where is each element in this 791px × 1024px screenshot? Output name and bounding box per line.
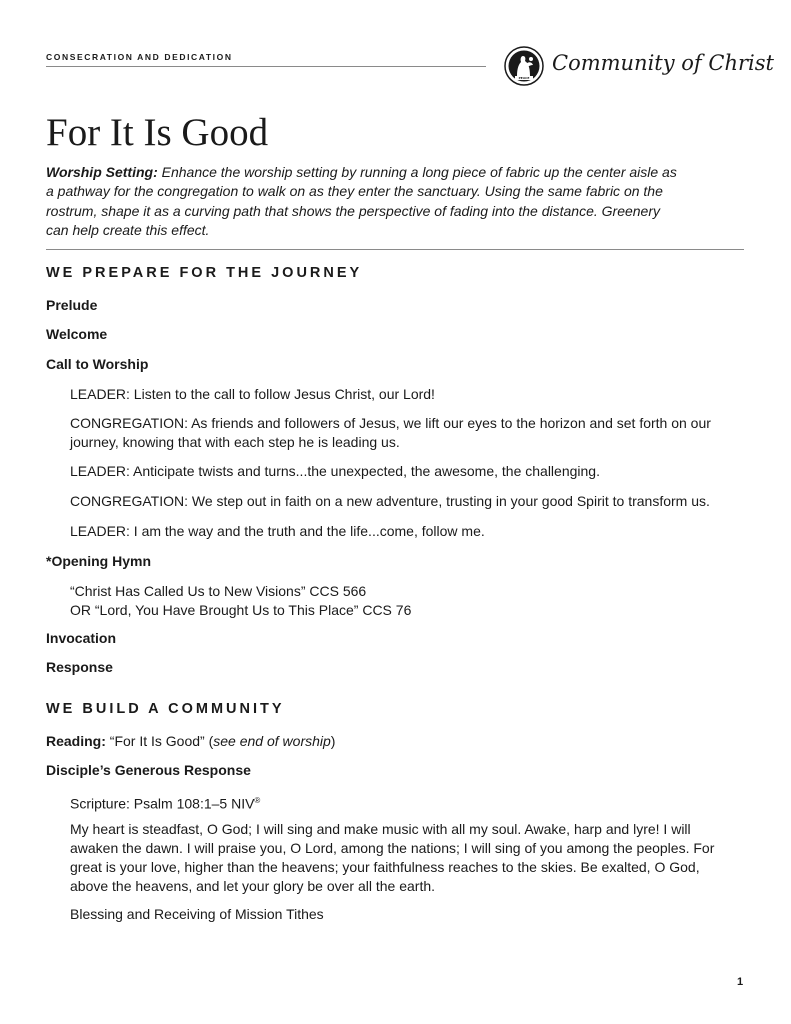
page-title: For It Is Good: [46, 111, 269, 154]
page-header: [46, 44, 774, 88]
section-heading-community: WE BUILD A COMMUNITY: [46, 701, 285, 717]
brand-name: Community of Christ: [552, 51, 774, 75]
worship-setting: [46, 163, 686, 240]
item-blessing: Blessing and Receiving of Mission Tithes: [70, 906, 324, 922]
call-line-2: CONGREGATION: As friends and followers of Jesus, we lift our eyes to the horizon and set forth on our journey, knowing that with each step he is leading us.: [70, 415, 711, 450]
header-rule: [46, 66, 486, 67]
logo: [504, 44, 774, 88]
call-line-1: LEADER: Listen to the call to follow Jesus Christ, our Lord!: [70, 386, 435, 402]
reading-note: see end of worship: [213, 733, 331, 749]
call-line-4: CONGREGATION: We step out in faith on a new adventure, trusting in your good Spirit to transform us.: [70, 493, 710, 509]
hymn-line-1: “Christ Has Called Us to New Visions” CCS 566: [70, 583, 367, 599]
item-response: Response: [46, 659, 113, 675]
reading-title: “For It Is Good”: [109, 733, 205, 749]
item-opening-hymn: *Opening Hymn: [46, 553, 152, 569]
item-generous-response: Disciple’s Generous Response: [46, 762, 251, 778]
reading-label: Reading:: [46, 733, 106, 749]
worship-setting-label: Worship Setting:: [46, 164, 158, 180]
call-line-3: LEADER: Anticipate twists and turns...the unexpected, the awesome, the challenging.: [70, 463, 600, 479]
scripture-ref: [70, 791, 740, 814]
registered-mark: ®: [254, 796, 261, 805]
seal-text: PEACE: [518, 76, 530, 81]
item-prelude: Prelude: [46, 297, 98, 313]
hymn-line-2: OR “Lord, You Have Brought Us to This Place” CCS 76: [70, 602, 412, 618]
item-reading: Reading: “For It Is Good” (see end of worship): [46, 733, 336, 749]
item-invocation: Invocation: [46, 630, 117, 646]
page-number: 1: [737, 976, 744, 988]
worship-setting-text: Enhance the worship setting by running a long piece of fabric up the center aisle as a pathway for the congregation to walk on as they enter the sanctuary. Using the same fabric on the rostrum, shape it as a curving path that shows the perspective of fading into the distance. Greenery can help create this effect.: [46, 164, 677, 238]
scripture-ref-text: Scripture: Psalm 108:1–5 NIV: [70, 795, 255, 812]
divider: [46, 249, 744, 250]
seal-icon: [504, 46, 544, 86]
section-label: CONSECRATION AND DEDICATION: [46, 52, 233, 62]
scripture-text: My heart is steadfast, O God; I will sing and make music with all my soul. Awake, harp and lyre! I will awaken the dawn. I will praise you, O Lord, among the nations; I will sing of you among the peoples. For great is your love, higher than the heavens; your faithfulness reaches to the skies. Be exalted, O God, above the heavens, and let your glory be over all the earth.: [70, 821, 715, 894]
item-welcome: Welcome: [46, 326, 108, 342]
section-heading-prepare: WE PREPARE FOR THE JOURNEY: [46, 265, 363, 281]
call-line-5: LEADER: I am the way and the truth and the life...come, follow me.: [70, 523, 485, 539]
item-call-to-worship: Call to Worship: [46, 356, 149, 372]
